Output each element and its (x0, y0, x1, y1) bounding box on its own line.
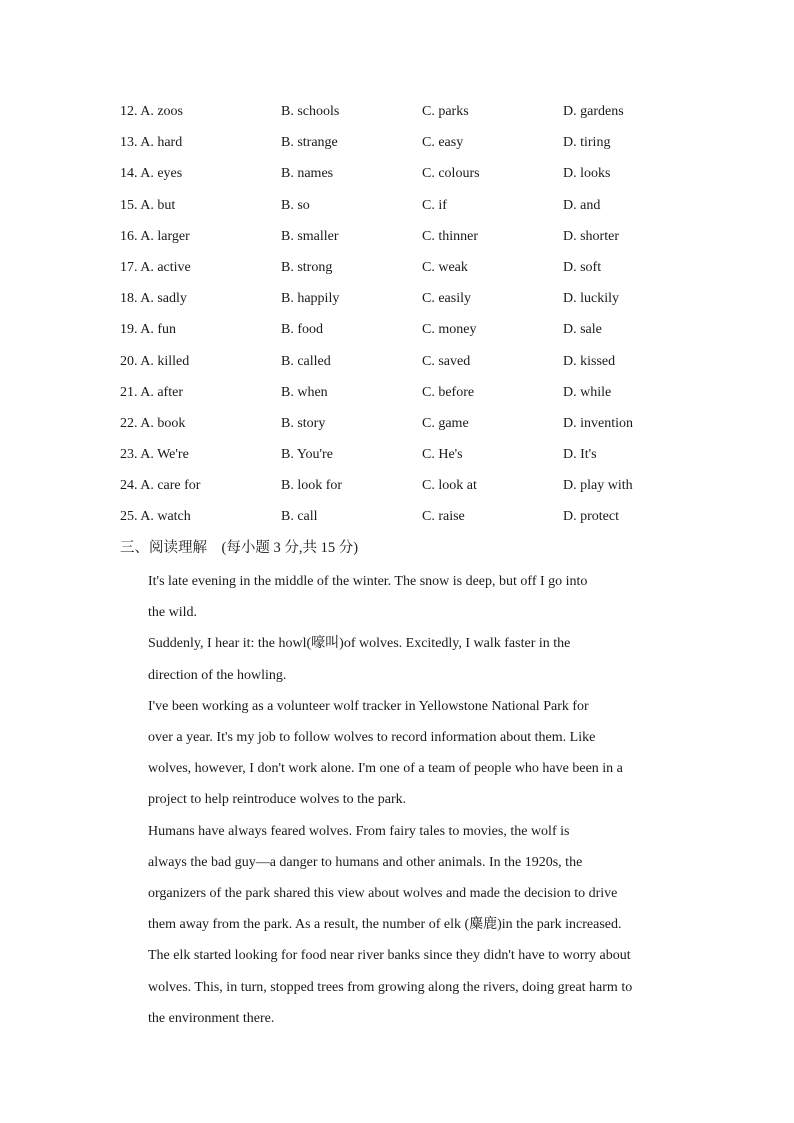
section-heading: 三、阅读理解 (每小题 3 分,共 15 分) (120, 540, 359, 556)
passage-line: The elk started looking for food near river banks since they didn't have to worry about (148, 948, 631, 964)
option-a: 18. A. sadly (120, 291, 187, 307)
option-c: C. saved (422, 353, 471, 369)
passage-paragraph (120, 691, 673, 816)
option-d: D. kissed (563, 353, 616, 369)
option-b: B. called (281, 353, 331, 369)
option-d: D. soft (563, 259, 602, 275)
option-a: 19. A. fun (120, 322, 176, 338)
option-a: 20. A. killed (120, 353, 190, 369)
option-b: B. names (281, 166, 334, 182)
option-d: D. tiring (563, 135, 611, 151)
option-c: C. easily (422, 291, 471, 307)
option-b: B. food (281, 322, 323, 338)
option-a: 16. A. larger (120, 228, 190, 244)
option-a: 15. A. but (120, 197, 176, 213)
option-d: D. invention (563, 415, 633, 431)
question-row (120, 161, 680, 192)
passage-paragraph (120, 816, 673, 1034)
option-c: C. weak (422, 259, 468, 275)
option-d: D. looks (563, 166, 611, 182)
passage-line: wolves. This, in turn, stopped trees from growing along the rivers, doing great harm to (148, 979, 633, 995)
question-row (120, 349, 680, 380)
option-b: B. You're (281, 447, 333, 463)
option-b: B. smaller (281, 228, 339, 244)
question-row (120, 286, 680, 317)
question-row (120, 317, 680, 348)
question-row (120, 224, 680, 255)
passage-paragraph (120, 628, 673, 690)
passage-line: Humans have always feared wolves. From fairy tales to movies, the wolf is (148, 823, 570, 839)
option-a: 12. A. zoos (120, 104, 183, 119)
passage-line: Suddenly, I hear it: the howl(嚎叫)of wolves. Excitedly, I walk faster in the (148, 636, 571, 652)
question-row (120, 473, 680, 504)
question-row (120, 99, 680, 130)
passage-line: organizers of the park shared this view about wolves and made the decision to drive (148, 886, 618, 902)
option-d: D. protect (563, 509, 619, 525)
option-a: 22. A. book (120, 415, 186, 431)
passage-line: wolves, however, I don't work alone. I'm one of a team of people who have been in a (148, 761, 623, 777)
option-d: D. sale (563, 322, 602, 338)
passage-line: the environment there. (148, 1010, 275, 1026)
option-b: B. strange (281, 135, 338, 151)
option-a: 21. A. after (120, 384, 183, 400)
passage-line: always the bad guy—a danger to humans and other animals. In the 1920s, the (148, 854, 583, 870)
option-d: D. It's (563, 447, 597, 463)
option-a: 25. A. watch (120, 509, 191, 525)
question-row (120, 130, 680, 161)
passage-line: project to help reintroduce wolves to the park. (148, 792, 407, 808)
option-a: 14. A. eyes (120, 166, 183, 182)
answer-options (120, 99, 680, 536)
reading-passage (120, 566, 673, 1034)
option-a: 13. A. hard (120, 135, 183, 151)
question-row (120, 255, 680, 286)
option-c: C. before (422, 384, 475, 400)
question-row (120, 411, 680, 442)
option-a: 17. A. active (120, 259, 191, 275)
option-a: 23. A. We're (120, 447, 189, 463)
option-a: 24. A. care for (120, 478, 201, 494)
option-d: D. while (563, 384, 612, 400)
option-b: B. strong (281, 259, 333, 275)
option-b: B. so (281, 197, 310, 213)
option-c: C. look at (422, 478, 477, 494)
passage-line: I've been working as a volunteer wolf tracker in Yellowstone National Park for (148, 698, 589, 714)
option-c: C. He's (422, 447, 463, 463)
option-c: C. easy (422, 135, 464, 151)
option-d: D. play with (563, 478, 633, 494)
passage-line: them away from the park. As a result, the number of elk (麋鹿)in the park increased. (148, 917, 622, 933)
option-d: D. luckily (563, 291, 619, 307)
passage-line: the wild. (148, 605, 197, 621)
passage-line: direction of the howling. (148, 667, 287, 683)
question-row (120, 193, 680, 224)
question-row (120, 504, 680, 535)
option-c: C. thinner (422, 228, 478, 244)
option-b: B. happily (281, 291, 340, 307)
option-c: C. parks (422, 104, 469, 119)
passage-line: over a year. It's my job to follow wolves to record information about them. Like (148, 730, 596, 746)
passage-paragraph (120, 566, 673, 628)
option-c: C. money (422, 322, 477, 338)
question-row (120, 442, 680, 473)
option-d: D. shorter (563, 228, 619, 244)
option-c: C. colours (422, 166, 480, 182)
option-b: B. story (281, 415, 326, 431)
passage-line: It's late evening in the middle of the winter. The snow is deep, but off I go into (148, 574, 588, 589)
option-d: D. and (563, 197, 601, 213)
option-c: C. game (422, 415, 469, 431)
option-b: B. call (281, 509, 318, 525)
option-b: B. schools (281, 104, 340, 119)
option-b: B. when (281, 384, 328, 400)
option-c: C. if (422, 197, 447, 213)
question-row (120, 380, 680, 411)
option-b: B. look for (281, 478, 343, 494)
option-d: D. gardens (563, 104, 624, 119)
option-c: C. raise (422, 509, 465, 525)
